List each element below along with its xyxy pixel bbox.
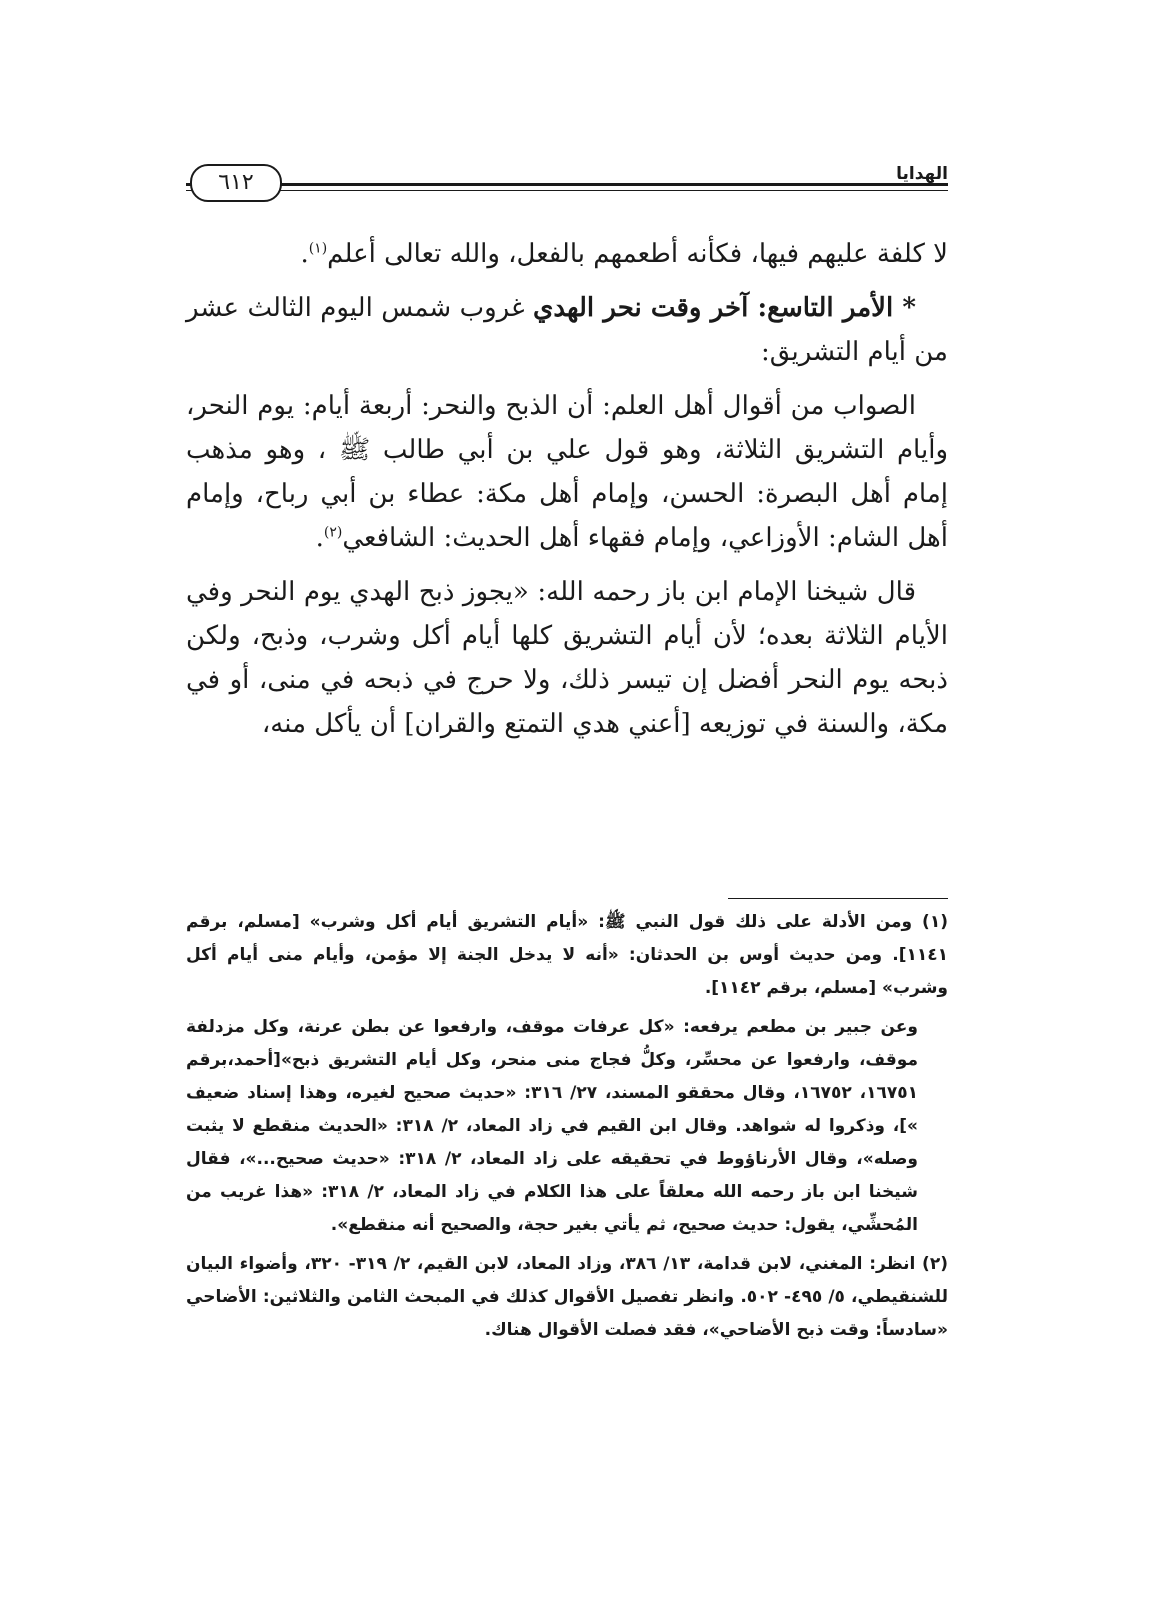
footnote-separator (728, 898, 948, 899)
footnote-ref-1: (١) (308, 240, 328, 257)
section-heading: الأمر التاسع: آخر وقت نحر الهدي (533, 293, 894, 323)
paragraph-1-text: لا كلفة عليهم فيها، فكأنه أطعمهم بالفعل، والله تعالى أعلم (327, 239, 948, 269)
footnote-1b: وعن جبير بن مطعم يرفعه: «كل عرفات موقف، وارفعوا عن بطن عرنة، وكل مزدلفة موقف، وارفعوا عن محسِّر، وكلُّ فجاج منى منحر، وكل أيام التشريق ذبح»[أحمد،برقم ١٦٧٥١، ١٦٧٥٢، وقال محققو المسند، ٢٧/ ٣١٦: «حديث صحيح لغيره، وهذا إسناد ضعيف »]، وذكروا له شواهد. وقال ابن القيم في زاد المعاد، ٢/ ٣١٨: «الحديث منقطع لا يثبت وصله»، وقال الأرناؤوط في تحقيقه على زاد المعاد، ٢/ ٣١٨: «حديث صحيح...»، فقال شيخنا ابن باز رحمه الله معلقاً على هذا الكلام في زاد المعاد، ٢/ ٣١٨: «هذا غريب من المُحشِّي، يقول: حديث صحيح، ثم يأتي بغير حجة، والصحيح أنه منقطع». (186, 1017, 919, 1235)
page-number: ٦١٢ (190, 164, 282, 202)
footnote-ref-2: (٢) (323, 524, 343, 541)
paragraph-2 (186, 286, 948, 374)
bullet-star: * (893, 293, 916, 323)
page-header (186, 164, 948, 204)
header-rule-thick (186, 183, 948, 186)
header-rule-thin (186, 190, 948, 191)
paragraph-4: قال شيخنا الإمام ابن باز رحمه الله: «يجوز ذبح الهدي يوم النحر وفي الأيام الثلاثة بعده؛ لأن أيام التشريق كلها أيام أكل وشرب، وذبح، ولكن ذبحه يوم النحر أفضل إن تيسر ذلك، ولا حرج في ذبحه في منى، أو في مكة، والسنة في توزيعه [أعني هدي التمتع والقران] أن يأكل منه، (186, 577, 948, 739)
chapter-title: الهدايا (896, 164, 948, 184)
paragraph-1 (186, 232, 948, 276)
paragraph-3-text: الصواب من أقوال أهل العلم: أن الذبح والنحر: أربعة أيام: يوم النحر، وأيام التشريق الثلاثة، وهو قول علي بن أبي طالب ﷺ ، وهو مذهب إمام أهل البصرة: الحسن، وإمام أهل مكة: عطاء بن أبي رباح، وإمام أهل الشام: الأوزاعي، وإمام فقهاء أهل الحديث: الشافعي (186, 391, 948, 553)
paragraph-1-end: . (300, 239, 309, 269)
main-text (186, 232, 948, 756)
footnote-1a: (١) ومن الأدلة على ذلك قول النبي ﷺ: «أيام التشريق أيام أكل وشرب» [مسلم، برقم ١١٤١]. ومن حديث أوس بن الحدثان: «أنه لا يدخل الجنة إلا مؤمن، وأيام منى أيام أكل وشرب» [مسلم، برقم ١١٤٢]. (186, 912, 948, 998)
section-heading-rest: غروب شمس اليوم الثالث عشر من أيام التشريق: (186, 293, 948, 367)
paragraph-3-end: . (315, 523, 324, 553)
footnote-2: (٢) انظر: المغني، لابن قدامة، ١٣/ ٣٨٦، وزاد المعاد، لابن القيم، ٢/ ٣١٩- ٣٢٠، وأضواء البيان للشنقيطي، ٥/ ٤٩٥- ٥٠٢. وانظر تفصيل الأقوال كذلك في المبحث الثامن والثلاثين: الأضاحي «سادساً: وقت ذبح الأضاحي»، فقد فصلت الأقوال هناك. (186, 1254, 948, 1340)
footnotes (186, 906, 948, 1353)
paragraph-3 (186, 384, 948, 560)
